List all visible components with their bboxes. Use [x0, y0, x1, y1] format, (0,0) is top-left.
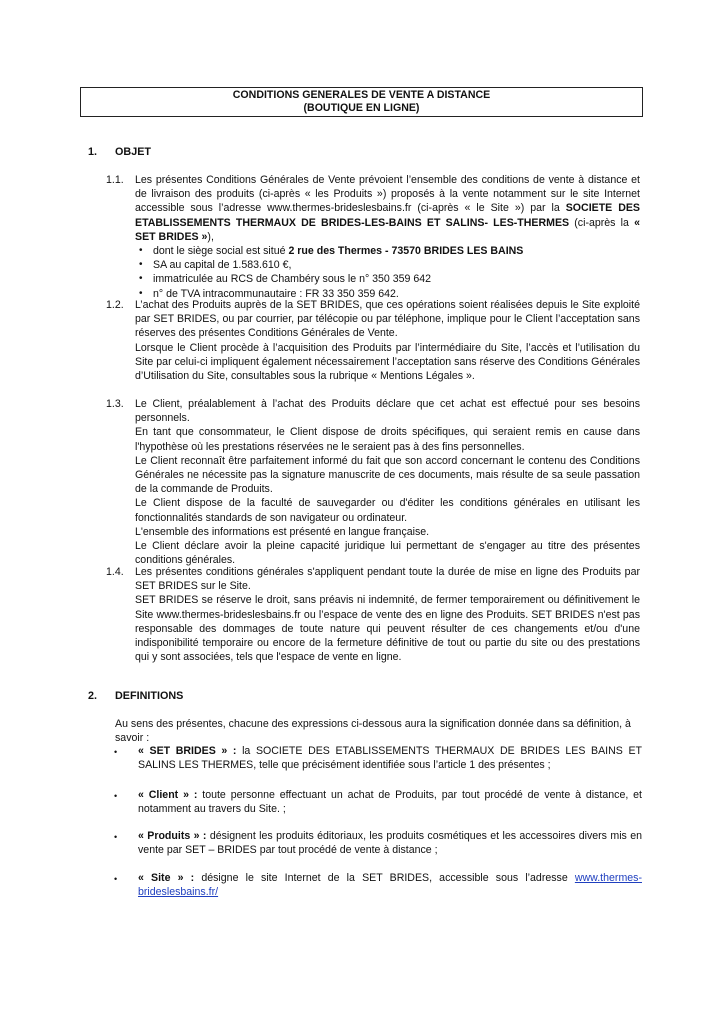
bullet-icon: • — [139, 259, 143, 271]
clause-1-1 — [135, 173, 640, 301]
clause-1-2 — [135, 298, 640, 383]
clause-1-1-number: 1.1. — [106, 174, 124, 186]
section-1-label: OBJET — [115, 146, 151, 158]
clause-1-1-text-b: (ci-après la — [569, 216, 635, 229]
definition-item — [114, 829, 642, 857]
clause-1-4-text-2: SET BRIDES se réserve le droit, sans préavis ni indemnité, de fermer temporairement ou définitivement le Site www.thermes-brideslesbains.fr ou l’espace de vente des en ligne des Produits. SET BRIDES n'est pas responsable des dommages de toute nature qui peuvent résulter de ces changements et/ou d'une indisponibilité temporaire ou encore de la fermeture définitive de tout ou partie du site ou des prestations qui y sont associées, tels que l'espace de vente en ligne. — [135, 594, 640, 664]
definitions-intro: Au sens des présentes, chacune des expressions ci-dessous aura la signification donnée dans sa définition, à savoir : — [115, 718, 631, 745]
definition-text — [138, 871, 642, 899]
definition-item — [114, 871, 642, 899]
definition-body: toute personne effectuant un achat de Produits, par tout procédé de vente à distance, et notamment au travers du Site. ; — [138, 789, 642, 816]
definition-item — [114, 744, 642, 772]
definition-term: « Client » : — [138, 789, 198, 801]
bullet-icon: • — [114, 791, 118, 801]
definition-body: désigne le site Internet de la SET BRIDES, accessible sous l’adresse — [194, 872, 575, 884]
document-title-box — [80, 87, 643, 117]
bullet-text: n° de TVA intracommunautaire : FR 33 350 359 642. — [153, 287, 399, 300]
definition-body: la SOCIETE DES ETABLISSEMENTS THERMAUX DE BRIDES LES BAINS ET SALINS LES THERMES, telle que précisément identifiée sous l’article 1 des présentes ; — [138, 745, 642, 772]
document-title: CONDITIONS GENERALES DE VENTE A DISTANCE — [232, 89, 491, 101]
bullet-icon: • — [139, 273, 143, 285]
bullet-text: dont le siège social est situé — [153, 245, 289, 258]
section-2-number: 2. — [88, 690, 98, 702]
clause-1-3-text-6: Le Client déclare avoir la pleine capacité juridique lui permettant de s'engager au titre des présentes conditions générales. — [135, 540, 640, 567]
bullet-icon: • — [139, 287, 143, 299]
clause-1-1-text-c: ), — [207, 230, 214, 243]
clause-1-4-text-1: Les présentes conditions générales s'appliquent pendant toute la durée de mise en ligne des Produits par SET BRIDES sur le Site. — [135, 566, 640, 593]
definition-text — [138, 829, 642, 857]
bullet-text: SA au capital de 1.583.610 €, — [153, 259, 292, 272]
clause-1-3-text-2: En tant que consommateur, le Client dispose de droits spécifiques, qui seraient remis en cause dans l'hypothèse où les prestations réservées ne le seraient pas à des fins personnelles. — [135, 426, 640, 453]
bullet-icon: • — [114, 874, 118, 884]
bullet-icon: • — [114, 832, 118, 842]
definition-text — [138, 744, 642, 772]
company-details-list — [135, 244, 640, 301]
bullet-text: immatriculée au RCS de Chambéry sous le n° 350 359 642 — [153, 273, 432, 286]
clause-1-2-text-1: L’achat des Produits auprès de la SET BRIDES, que ces opérations soient réalisées depuis le Site exploité par SET BRIDES, ou par courrier, par télécopie ou par téléphone, implique pour le Client l’acceptation sans réserves des présentes Conditions Générales de Vente. — [135, 299, 640, 340]
section-1-number: 1. — [88, 146, 98, 158]
clause-1-4-number: 1.4. — [106, 566, 124, 578]
definition-term: « Site » : — [138, 872, 195, 884]
clause-1-2-text-2: Lorsque le Client procède à l’acquisition des Produits par l’intermédiaire du Site, l’accès et l’utilisation du Site par celui-ci impliquent également nécessairement l’acceptation sans réserve des Conditions Générales d’Utilisation du Site, consultables sous la rubrique « Mentions Légales ». — [135, 341, 640, 383]
definition-term: « SET BRIDES » : — [138, 745, 237, 757]
clause-1-1-text-a: Les présentes Conditions Générales de Vente prévoient l’ensemble des conditions de vente à distance et de livraison des produits (ci-après « les Produits ») proposés à la vente notamment sur le site Internet accessible sous l’adresse www.thermes-brideslesbains.fr (ci-après « le Site ») par la — [135, 174, 640, 215]
clause-1-2-number: 1.2. — [106, 299, 124, 311]
company-name: SOCIETE DES ETABLISSEMENTS THERMAUX DE BRIDES-LES-BAINS ET SALINS- LES-THERMES — [135, 202, 640, 229]
clause-1-3 — [135, 397, 640, 567]
site-url-link[interactable]: www.thermes-brideslesbains.fr/ — [138, 872, 642, 899]
definition-term: « Produits » : — [138, 830, 207, 842]
list-item — [135, 258, 640, 272]
definition-text — [138, 788, 642, 816]
company-short-name: « SET BRIDES » — [135, 216, 641, 243]
document-subtitle: (BOUTIQUE EN LIGNE) — [303, 102, 420, 114]
clause-1-1-text — [135, 173, 640, 244]
list-item — [135, 244, 640, 258]
section-2-label: DEFINITIONS — [115, 690, 184, 702]
head-office-address: 2 rue des Thermes - 73570 BRIDES LES BAINS — [288, 245, 524, 258]
clause-1-3-number: 1.3. — [106, 398, 124, 410]
clause-1-3-text-4: Le Client dispose de la faculté de sauvegarder ou d'éditer les conditions générales en utilisant les fonctionnalités standards de son navigateur ou ordinateur. — [135, 497, 640, 524]
clause-1-3-text-5: L'ensemble des informations est présenté en langue française. — [135, 525, 430, 538]
definition-item — [114, 788, 642, 816]
bullet-icon: • — [139, 245, 143, 257]
clause-1-4 — [135, 565, 640, 664]
list-item — [135, 272, 640, 286]
definition-body: désignent les produits éditoriaux, les produits cosmétiques et les accessoires divers mis en vente par SET – BRIDES par tout procédé de vente à distance ; — [138, 830, 643, 857]
clause-1-3-text-1: Le Client, préalablement à l’achat des Produits déclare que cet achat est effectué pour ses besoins personnels. — [135, 398, 640, 425]
bullet-icon: • — [114, 747, 118, 757]
clause-1-3-text-3: Le Client reconnaît être parfaitement informé du fait que son accord concernant le contenu des Conditions Générales ne nécessite pas la signature manuscrite de ces documents, mais résulte de sa seule passation de la commande de Produits. — [135, 454, 640, 496]
